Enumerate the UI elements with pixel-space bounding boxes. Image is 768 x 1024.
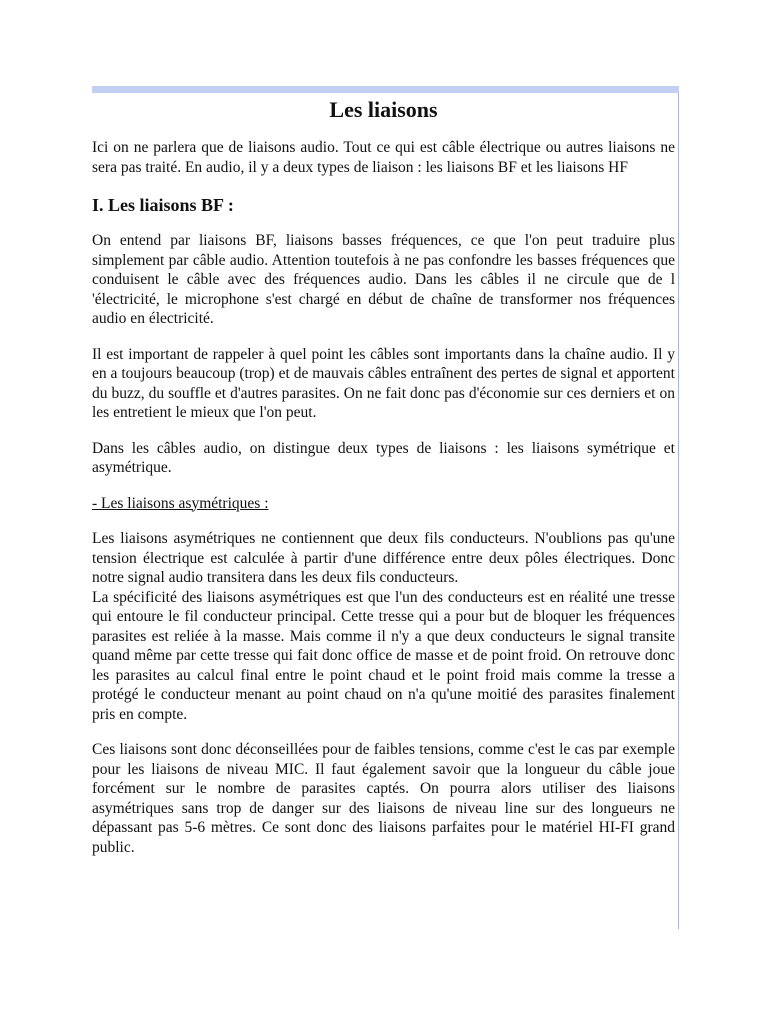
intro-paragraph: Ici on ne parlera que de liaisons audio. Tout ce qui est câble électrique ou autres liaisons ne sera pas traité. En audio, il y a deux types de liaison : les liaisons BF et les liaisons HF: [92, 139, 675, 176]
section-heading-bf: I. Les liaisons BF :: [92, 195, 234, 215]
paragraph-definition: On entend par liaisons BF, liaisons basses fréquences, ce que l'on peut traduire plus simplement par câble audio. Attention toutefois à ne pas confondre les basses fréquences que conduisent le câble avec des fréquences audio. Dans les câbles il ne circule que de l 'électricité, le microphone s'est chargé en début de chaîne de transformer nos fréquences audio en électricité.: [92, 232, 675, 327]
paragraph-asymmetric-intro: Les liaisons asymétriques ne contiennent que deux fils conducteurs. N'oublions pas qu'une tension électrique est calculée à partir d'une différence entre deux pôles électriques. Donc notre signal audio transitera dans les deux fils conducteurs.: [92, 530, 675, 586]
document-page: [92, 86, 679, 929]
page-title: Les liaisons: [329, 97, 438, 122]
subheading-asymmetric: - Les liaisons asymétriques :: [92, 494, 269, 512]
document-body: [92, 96, 675, 857]
paragraph-types: Dans les câbles audio, on distingue deux types de liaisons : les liaisons symétrique et asymétrique.: [92, 439, 675, 476]
paragraph-importance: Il est important de rappeler à quel point les câbles sont importants dans la chaîne audio. Il y en a toujours beaucoup (trop) et de mauvais câbles entraînent des pertes de signal et apportent du buzz, du souffle et d'autres parasites. On ne fait donc pas d'économie sur ces derniers et on les entretient le mieux que l'on peut.: [92, 345, 675, 421]
header-rule: [92, 86, 679, 93]
paragraph-asymmetric-usage: Ces liaisons sont donc déconseillées pour de faibles tensions, comme c'est le cas par exemple pour les liaisons de niveau MIC. Il faut également savoir que la longueur du câble joue forcément sur le nombre de parasites captés. On pourra alors utiliser des liaisons asymétriques sans trop de danger sur des liaisons de niveau line sur des longueurs ne dépassant pas 5-6 mètres. Ce sont donc des liaisons parfaites pour le matériel HI-FI grand public.: [92, 741, 675, 856]
paragraph-asymmetric-detail: La spécificité des liaisons asymétriques est que l'un des conducteurs est en réalité une tresse qui entoure le fil conducteur principal. Cette tresse qui a pour but de bloquer les fréquences parasites est reliée à la masse. Mais comme il n'y a que deux conducteurs le signal transite quand même par cette tresse qui fait donc office de masse et de point froid. On retrouve donc les parasites au calcul final entre le point chaud et le point froid mais comme la tresse a protégé le conducteur menant au point chaud on n'a qu'une moitié des parasites finalement pris en compte.: [92, 588, 675, 723]
